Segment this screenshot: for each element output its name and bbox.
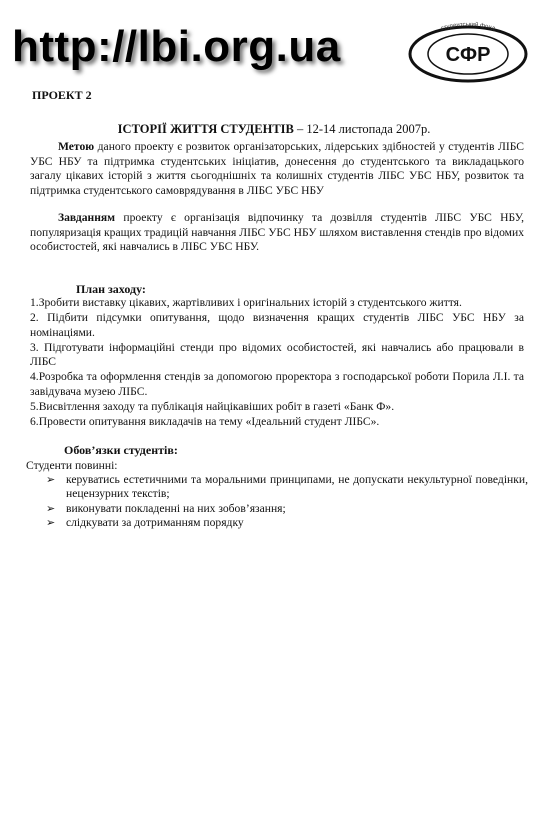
duty-item-3 — [46, 516, 528, 530]
duty-item-1 — [46, 473, 528, 502]
tasks-paragraph — [30, 211, 524, 255]
goal-paragraph — [30, 140, 524, 198]
duty-text: слідкувати за дотриманням порядку — [66, 515, 244, 529]
duty-item-2 — [46, 502, 528, 516]
plan-list — [30, 296, 524, 431]
title-main: ІСТОРІЇ ЖИТТЯ СТУДЕНТІВ — [117, 122, 294, 136]
plan-item-5: 5.Висвітлення заходу та публікація найцікавіших робіт в газеті «Банк Ф». — [30, 400, 395, 414]
tasks-lead: Завданням — [58, 211, 116, 224]
plan-item-3: 3. Підготувати інформаційні стенди про відомих особистостей, які навчались або працювали в ЛІБС — [30, 340, 524, 369]
plan-heading: План заходу: — [76, 282, 146, 296]
organization-logo — [404, 14, 532, 86]
logo-monogram: СФР — [445, 44, 491, 66]
arrow-bullet-icon: ➢ — [46, 502, 56, 515]
plan-item-4: 4.Розробка та оформлення стендів за допомогою проректора з господарської роботи Порила Л.І. та завідувача музею ЛІБС. — [30, 370, 524, 398]
duty-text: керуватись естетичними та моральними принципами, не допускати некультурної поведінки, нецензурних текстів; — [66, 473, 528, 501]
project-label: ПРОЕКТ 2 — [32, 88, 92, 102]
duties-list — [46, 473, 528, 530]
goal-lead: Метою — [58, 140, 95, 153]
duty-text: виконувати покладенні на них зобов’язання; — [66, 501, 286, 515]
site-url-watermark: http://lbi.org.ua — [12, 22, 341, 71]
plan-item-1: 1.Зробити виставку цікавих, жартівливих і оригінальних історій з студентського життя. — [30, 296, 462, 309]
arrow-bullet-icon: ➢ — [46, 474, 56, 486]
tasks-text: проекту є організація відпочинку та дозвілля студентів ЛІБС УБС НБУ, популяризація кращих традицій навчання ЛІБС УБС НБУ шляхом виставлення стендів про відомих особистостей, які навчались в ЛІБС УБС НБУ. — [30, 211, 524, 254]
duties-heading: Обов’язки студентів: — [64, 443, 178, 457]
goal-text: даного проекту є розвиток організаторських, лідерських здібностей у студентів ЛІБС УБС НБУ та підтримка студентських ініціатив, донесення до студентського та викладацького загалу цікавих історій з життя сьогоднішніх та колишніх студентів ЛІБС УБС НБУ, розвиток та підтримка студентського самоврядування в ЛІБС УБС НБУ — [30, 140, 524, 197]
plan-item-2: 2. Підбити підсумки опитування, щодо визначення кращих студентів ЛІБС УБС НБУ за номінаціями. — [30, 311, 524, 339]
arrow-bullet-icon: ➢ — [46, 516, 56, 529]
title-dates: – 12-14 листопада 2007р. — [293, 122, 431, 136]
duties-intro: Студенти повинні: — [26, 459, 118, 472]
document-title — [0, 122, 548, 137]
logo-arc-text: студентський фонд — [440, 21, 496, 33]
plan-item-6: 6.Провести опитування викладачів на тему «Ідеальний студент ЛІБС». — [30, 415, 380, 429]
